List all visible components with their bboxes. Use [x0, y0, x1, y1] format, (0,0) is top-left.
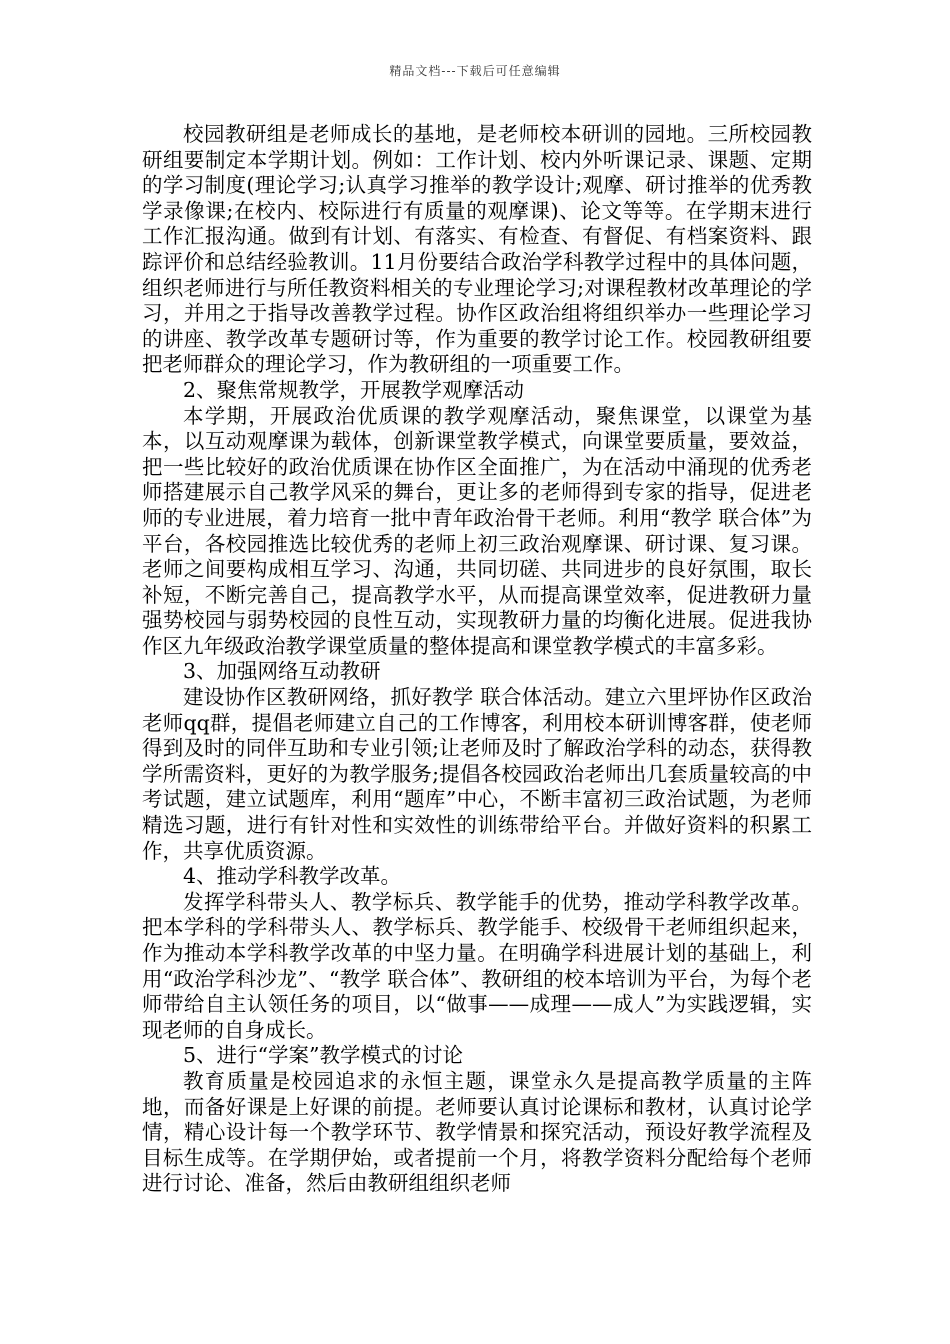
paragraph: 本学期，开展政治优质课的教学观摩活动，聚焦课堂，以课堂为基本，以互动观摩课为载体，创新课堂教学模式，向课堂要质量，要效益，把一些比较好的政治优质课在协作区全面推广，为在活动中涌现的优秀老师搭建展示自己教学风采的舞台，更让多的老师得到专家的指导，促进老师的专业进展，着力培育一批中青年政治骨干老师。利用“教学 联合体”为平台，各校园推选比较优秀的老师上初三政治观摩课、研讨课、复习课。老师之间要构成相互学习、沟通，共同切磋、共同进步的良好氛围，取长补短，不断完善自己，提高教学水平，从而提高课堂效率，促进教研力量强势校园与弱势校园的良性互动，实现教研力量的均衡化进展。促进我协作区九年级政治教学课堂质量的整体提高和课堂教学模式的丰富多彩。 [142, 403, 812, 658]
paragraph: 教育质量是校园追求的永恒主题，课堂永久是提高教学质量的主阵地，而备好课是上好课的前提。老师要认真讨论课标和教材，认真讨论学情，精心设计每一个教学环节、教学情景和探究活动，预设好教学流程及目标生成等。在学期伊始，或者提前一个月，将教学资料分配给每个老师进行讨论、准备，然后由教研组组织老师 [142, 1068, 812, 1196]
paragraph: 校园教研组是老师成长的基地，是老师校本研训的园地。三所校园教研组要制定本学期计划。例如：工作计划、校内外听课记录、课题、定期的学习制度(理论学习;认真学习推举的教学设计;观摩、研讨推举的优秀教学录像课;在校内、校际进行有质量的观摩课)、论文等等。在学期末进行工作汇报沟通。做到有计划、有落实、有检查、有督促、有档案资料、跟踪评价和总结经验教训。11月份要结合政治学科教学过程中的具体问题，组织老师进行与所任教资料相关的专业理论学习;对课程教材改革理论的学习，并用之于指导改善教学过程。协作区政治组将组织举办一些理论学习的讲座、教学改革专题研讨等，作为重要的教学讨论工作。校园教研组要把老师群众的理论学习，作为教研组的一项重要工作。 [142, 122, 812, 377]
paragraph: 建设协作区教研网络，抓好教学 联合体活动。建立六里坪协作区政治老师qq群，提倡老师建立自己的工作博客，利用校本研训博客群，使老师得到及时的同伴互助和专业引领;让老师及时了解政治学科的动态，获得教学所需资料，更好的为教学服务;提倡各校园政治老师出几套质量较高的中考试题，建立试题库，利用“题库”中心，不断丰富初三政治试题，为老师精选习题，进行有针对性和实效性的训练带给平台。并做好资料的积累工作，共享优质资源。 [142, 685, 812, 863]
section-heading: 4、推动学科教学改革。 [183, 864, 402, 889]
paragraph: 发挥学科带头人、教学标兵、教学能手的优势，推动学科教学改革。把本学科的学科带头人、教学标兵、教学能手、校级骨干老师组织起来，作为推动本学科教学改革的中坚力量。在明确学科进展计划的基础上，利用“政治学科沙龙”、“教学 联合体”、教研组的校本培训为平台，为每个老师带给自主认领任务的项目，以“做事——成理——成人”为实践逻辑，实现老师的自身成长。 [142, 889, 812, 1042]
section-heading: 2、聚焦常规教学，开展教学观摩活动 [183, 377, 525, 402]
section-heading: 3、加强网络互动教研 [183, 659, 381, 684]
header-note: 精品文档---下载后可任意编辑 [389, 64, 561, 78]
section-heading: 5、进行“学案”教学模式的讨论 [183, 1043, 464, 1068]
document-body [142, 122, 812, 1197]
